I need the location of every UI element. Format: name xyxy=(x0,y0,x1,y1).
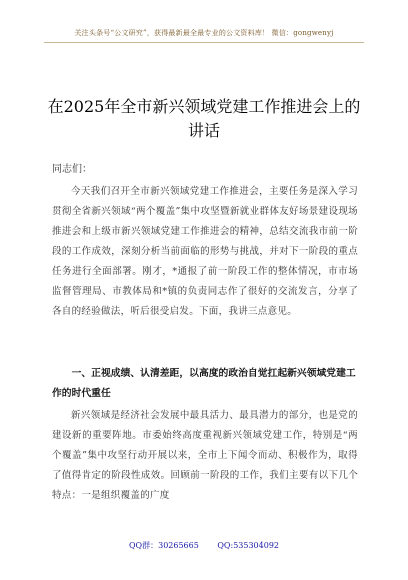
section-heading-1: 一、正视成绩、认清差距，以高度的政治自觉扛起新兴领域党建工作的时代重任 xyxy=(52,368,356,399)
footer-contact xyxy=(0,540,408,551)
document-title: 在2025年全市新兴领域党建工作推进会上的讲话 xyxy=(47,96,361,140)
salutation: 同志们： xyxy=(52,164,92,175)
body-paragraph-1: 今天我们召开全市新兴领域党建工作推进会，主要任务是深入学习贯彻全省新兴领域“两个覆盖”集中攻坚暨新就业群体友好场景建设现场推进会和上级市新兴领域党建工作推进会的精神，总结交流我市前一阶段的工作成效，深刻分析当前面临的形势与挑战，并对下一阶段的重点任务进行全面部署。刚才，*通报了前一阶段工作的整体情况，市市场监督管理局、市教体局和*镇的负责同志作了很好的交流发言，分享了各自的经验做法，听后很受启发。下面，我讲三点意见。 xyxy=(52,186,358,317)
body-paragraph-2: 新兴领域是经济社会发展中最具活力、最具潜力的部分，也是党的建设新的重要阵地。市委始终高度重视新兴领域党建工作，特别是“两个覆盖”集中攻坚行动开展以来，全市上下闻令而动、积极作为，取得了值得肯定的阶段性成效。回顾前一阶段的工作，我们主要有以下几个特点：一是组织覆盖的广度 xyxy=(52,410,358,501)
footer-qq-group: QQ群：30265665 xyxy=(128,541,199,550)
footer-qq: QQ:535304092 xyxy=(217,541,279,550)
header-divider xyxy=(44,42,364,43)
header-note: 关注头条号“公文研究”，获得最新最全最专业的公文资料库！ 微信：gongwenyj xyxy=(74,29,334,37)
